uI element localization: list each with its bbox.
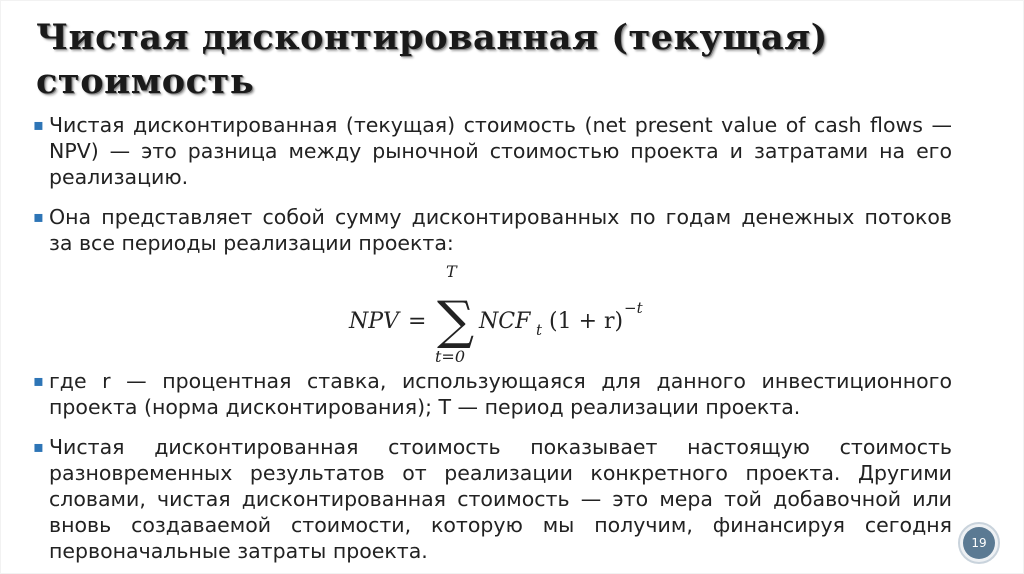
formula-equals: = [408, 309, 427, 334]
bullet-text: Чистая дисконтированная стоимость показывает настоящую стоимость разновременных результатов от реализации конкретного проекта. Другими словами, чистая дисконтированная стоимость — это мера той добавочной или вновь создаваемой стоимости, которую мы получим, финансируя сегодня первоначальные затраты проекта. [49, 435, 952, 563]
slide-title: Чистая дисконтированная (текущая) стоимость [36, 17, 828, 102]
formula-term-factor: (1 + r) [549, 309, 624, 334]
bullet-text: Чистая дисконтированная (текущая) стоимость (net present value of cash flows — NPV) — это разница между рыночной стоимостью проекта и затратами на его реализацию. [49, 113, 952, 189]
bullet-text: Она представляет собой сумму дисконтированных по годам денежных потоков за все периоды реализации проекта: [49, 205, 952, 255]
sigma-icon: ∑ [437, 291, 475, 351]
formula-svg [32, 256, 952, 368]
bullet-item [32, 368, 952, 420]
bullet-item [32, 112, 952, 190]
formula-lhs: NPV [349, 309, 399, 334]
page-number-badge [958, 522, 1000, 564]
square-bullet-icon: ▪ [33, 437, 44, 456]
npv-formula [32, 256, 952, 368]
square-bullet-icon: ▪ [33, 207, 44, 226]
formula-term-exponent: −t [624, 299, 643, 317]
bullet-text: где r — процентная ставка, использующаяся для данного инвестиционного проекта (норма дисконтирования); T — период реализации проекта. [49, 369, 952, 419]
square-bullet-icon: ▪ [33, 115, 44, 134]
bullet-item [32, 204, 952, 256]
slide-content [32, 112, 952, 564]
formula-term-base: NCF [479, 309, 531, 334]
formula-term-subscript: t [536, 321, 543, 339]
bullet-item [32, 434, 952, 564]
page-number: 19 [963, 527, 995, 559]
square-bullet-icon: ▪ [33, 371, 44, 390]
formula-lower-limit: t=0 [435, 347, 466, 366]
formula-upper-limit: T [446, 262, 457, 281]
